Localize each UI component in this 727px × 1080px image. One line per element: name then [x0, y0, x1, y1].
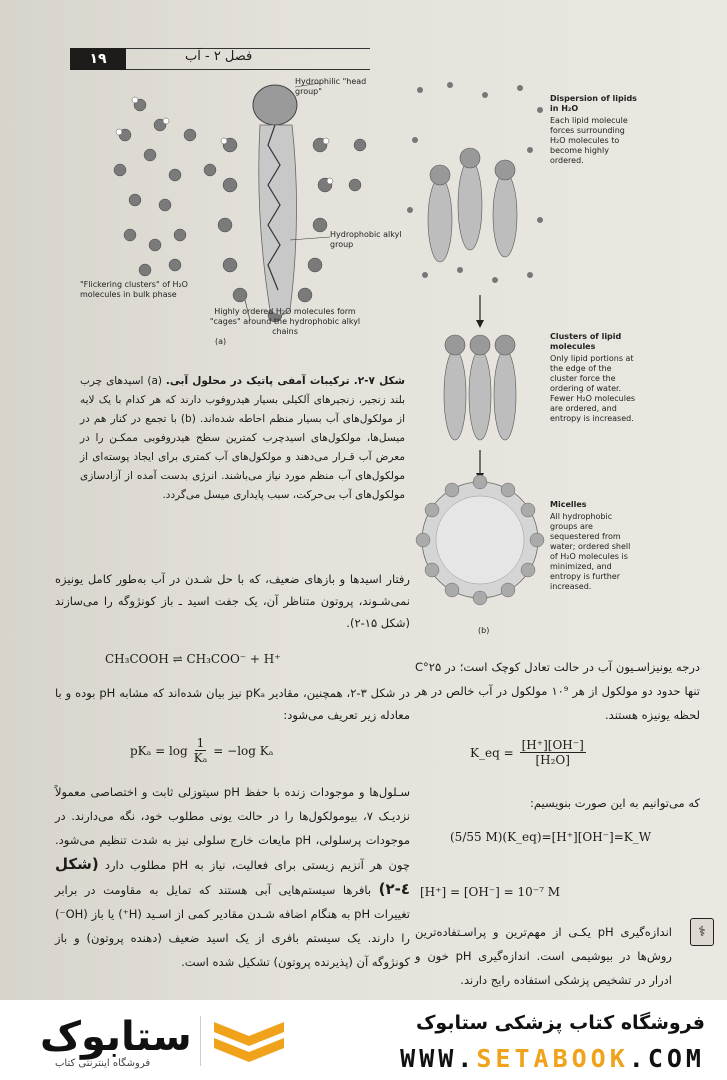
buffers-text-b: بافرها سیستم‌هایی آبی هستند که تمایل به مقاومت در برابر تغییرات pH به هنگام اضافه شـدن مقادیر کمی از اسـید (H⁺) یا باز (OH⁻) را دارند. یک سیستم بافری از یک اسید ضعیف (دهنده پروتون) و باز کونژوگه آن (پذیرنده پروتون) تشکیل شده است.: [55, 883, 410, 969]
eq-keq-left: K_eq =: [470, 745, 514, 760]
figure-b-tag: (b): [478, 626, 490, 635]
micelles-title: Micelles: [550, 500, 587, 509]
label-micelles: [550, 500, 640, 592]
label-clusters: [550, 332, 640, 424]
dispersion-text: Each lipid molecule forces surrounding H₂O molecules to become highly ordered.: [550, 116, 628, 165]
url-brand: SETABOOK: [476, 1044, 629, 1073]
equation-keq: [470, 738, 586, 767]
figure-caption: [80, 372, 405, 505]
label-flickering-clusters: "Flickering clusters" of H₂O molecules in bulk phase: [80, 280, 188, 299]
eq-pka-right: = −log Kₐ: [213, 743, 274, 758]
eq-keq-den: [H₂O]: [535, 753, 570, 767]
equation-acetic-acid: CH₃COOH ⇌ CH₃COO⁻ + H⁺: [105, 652, 281, 666]
equation-kw: (5/55 M)(K_eq)=[H⁺][OH⁻]=K_W: [450, 830, 652, 844]
caption-body: (a) اسیدهای چرب بلند زنجیر، زنجیرهای آلکیلی بسیار هیدروفوب دارند که هر کدام با یک لایه از مولکول‌های آب بسیار منظم احاطه شده‌اند. (b) با تجمع در کنار هم در میسل‌ها، مولکول‌های اسیدچرب کمترین سطح هیدروفوبی ممکـن را در معرض آب قـرار می‌دهند و مولکول‌های آب کمتری برای ایجاد پوسته‌ای از مولکول‌های آب منظم مورد نیاز می‌باشند. انرژی بدست آمده از آزادسازی مولکول‌های آب بی‌حرکت، سبب پایداری میسل می‌گردد.: [80, 375, 405, 501]
label-dispersion: [550, 94, 640, 166]
eq-pka-fraction: [194, 736, 208, 765]
eq-pka-den: Kₐ: [193, 751, 208, 765]
equation-neutral: [H⁺] = [OH⁻] = 10⁻⁷ M: [420, 885, 561, 899]
buffers-text-a: سـلول‌ها و موجودات زنده با حفظ pH سیتوزلی ثابت و اختصاصی معمولاً نزدیـک ۷، بیومولکول‌ها را در حالت یونی مطلوب خود، نگه می‌دارند. در موجودات پرسلولی، pH مایعات خارج سلولی نیز به شدت تنظیم می‌شود. چون هر آنزیم زیستی برای فعالیت، نیاز به pH مطلوب دارد: [55, 785, 411, 872]
paragraph-ionization: درجه یونیزاسـیون آب در حالت تعادل کوچک است؛ در ۲۵°C تنها حدود دو مولکول از هر ۱۰⁹ مولکول در آب خالص در هر لحظه یونیزه هستند.: [415, 660, 700, 722]
store-logo-subtitle: فروشگاه اینترنتی کتاب: [55, 1058, 151, 1069]
caption-title: شکل ۷-۲. ترکیبات آمفی پاتیک در محلول آبی.: [165, 375, 405, 387]
url-suffix: .COM: [628, 1044, 705, 1073]
label-alkyl-group: Hydrophobic alkyl group: [330, 230, 402, 249]
eq-pka-left: pKₐ = log: [130, 743, 188, 758]
label-cages: Highly ordered H₂O molecules form "cages" around the hydrophobic alkyl chains: [209, 307, 361, 336]
paragraph-weak-acids: رفتار اسیدها و بازهای ضعیف، که با حل شـدن در آب به‌طور کامل یونیزه نمی‌شـوند، پروتون متناظر آن، یک جفت اسید ـ باز کونژوگه را می‌سازند (شکل ۱۵-۲).: [55, 572, 410, 630]
paragraph-buffers: [55, 780, 410, 974]
label-head-group: Hydrophilic "head group": [295, 77, 367, 96]
shop-url[interactable]: [400, 1044, 705, 1073]
url-prefix: WWW.: [400, 1044, 477, 1073]
equation-pka: [130, 736, 273, 765]
chapter-title: فصل ٢ - آب: [185, 49, 253, 64]
chevron-logo-icon: [214, 1022, 284, 1064]
footer-divider: [200, 1016, 201, 1066]
footer-banner: [0, 1000, 727, 1080]
figure-ref: (شکل ٤-٢): [55, 855, 411, 898]
page-number: ١٩: [70, 48, 126, 70]
eq-keq-num: [H⁺][OH⁻]: [521, 738, 584, 752]
paragraph-rewrite: که می‌توانیم به این صورت بنویسیم:: [530, 796, 700, 810]
shop-name: فروشگاه کتاب پزشکی ستابوک: [415, 1012, 705, 1034]
micelles-text: All hydrophobic groups are sequestered from water; ordered shell of H₂O molecules is minimized, and entropy is further increased.: [550, 512, 631, 591]
figure-a: [80, 75, 410, 350]
clusters-text: Only lipid portions at the edge of the cluster force the ordering of water. Fewer H₂O molecules are ordered, and entropy is increased.: [550, 354, 636, 423]
paragraph-pka: در شکل ۳-۲، همچنین، مقادیر pKₐ نیز بیان شده‌اند که مشابه pH بوده و با معادله زیر تعریف می‌شود:: [55, 686, 410, 722]
store-logo[interactable]: ستابوک: [40, 1014, 192, 1060]
clusters-title: Clusters of lipid molecules: [550, 332, 622, 351]
eq-pka-num: 1: [196, 736, 205, 750]
eq-keq-fraction: [520, 738, 586, 767]
dispersion-title: Dispersion of lipids in H₂O: [550, 94, 637, 113]
figure-b: [400, 70, 640, 640]
medical-note-icon: ⚕: [690, 918, 714, 946]
paragraph-ph-measurement: اندازه‌گیری pH یکـی از مهم‌ترین و پراسـتفاده‌ترین روش‌ها در بیوشیمی است. اندازه‌گیری pH خون و ادرار در تشخیص پزشکی استفاده رایج دارند.: [415, 925, 672, 987]
figure-a-tag: (a): [215, 337, 227, 346]
